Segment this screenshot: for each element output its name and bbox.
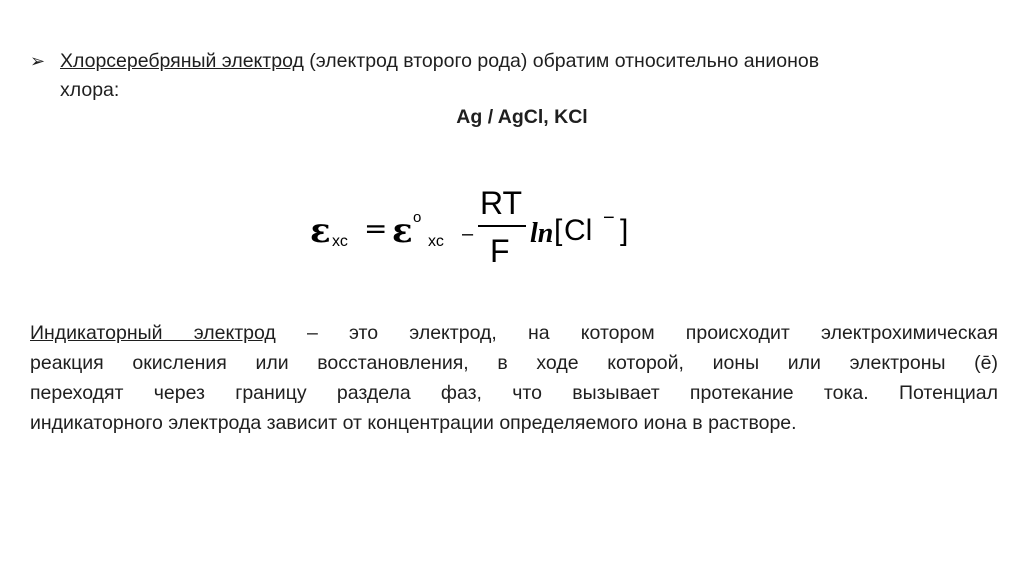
formula-charge: − <box>603 207 615 229</box>
bullet-text <box>60 47 1000 105</box>
formula-bracket-close: ] <box>620 214 629 247</box>
formula-degree: o <box>413 209 422 226</box>
formula-minus: – <box>462 223 474 245</box>
bullet-term: Хлорсеребряный электрод <box>60 50 304 72</box>
paragraph-line-4: индикаторного электрода зависит от концентрации определяемого иона в растворе. <box>30 412 797 434</box>
paragraph-line-2: реакция окисления или восстановления, в ходе которой, ионы или электроны (ē) <box>30 352 998 374</box>
paragraph-line-3: переходят через границу раздела фаз, что вызывает протекание тока. Потенциал <box>30 382 998 404</box>
paragraph-line1-rest: – это электрод, на котором происходит электрохимическая <box>275 322 998 344</box>
formula-epsilon-2: ε <box>392 211 413 251</box>
formula-sub-2: хс <box>428 233 444 250</box>
indicator-electrode-paragraph <box>30 318 998 438</box>
formula-cl: Cl <box>564 214 593 247</box>
bullet-item <box>30 47 1000 105</box>
electrode-notation: Ag / AgCl, KCl <box>456 106 588 128</box>
formula-equals: = <box>364 212 388 245</box>
bullet-text-line2: хлора: <box>60 79 120 101</box>
bullet-text-line1: (электрод второго рода) обратим относительно анионов <box>303 50 820 72</box>
arrow-bullet-icon: ➢ <box>30 51 46 71</box>
formula-bracket-open: [ <box>554 214 563 247</box>
formula-epsilon-1: ε <box>310 211 331 251</box>
nernst-formula <box>300 180 640 280</box>
formula-sub-1: хс <box>332 233 348 250</box>
paragraph-line-1 <box>30 318 998 348</box>
formula-numerator: RT <box>480 185 523 221</box>
formula-denominator: F <box>490 233 510 269</box>
formula-ln: ln <box>530 218 554 249</box>
paragraph-term: Индикаторный электрод <box>30 322 276 344</box>
